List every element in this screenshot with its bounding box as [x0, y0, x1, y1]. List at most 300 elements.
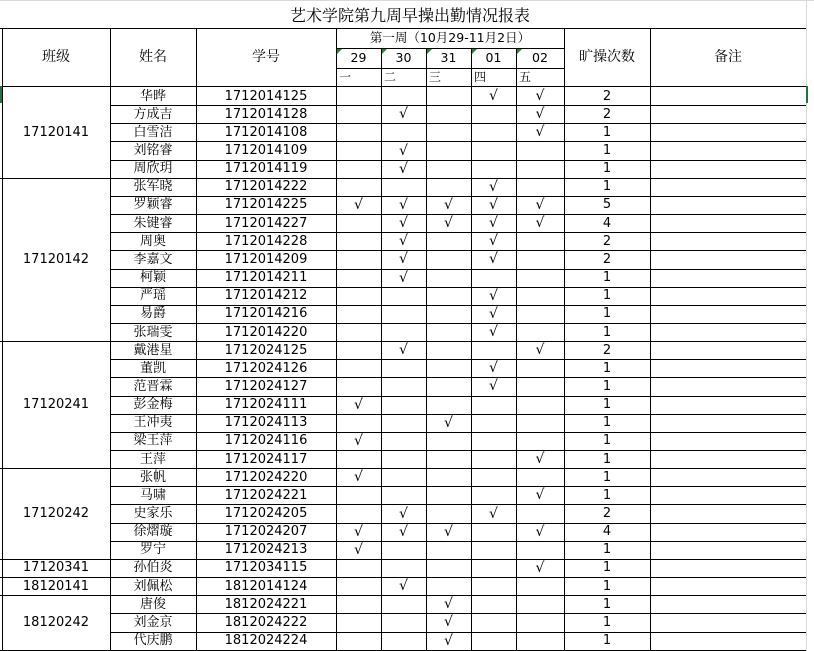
attendance-cell[interactable] [336, 577, 381, 595]
attendance-cell[interactable] [471, 123, 516, 141]
absence-count-cell[interactable]: 1 [602, 143, 612, 158]
check-mark[interactable]: √ [535, 215, 545, 232]
attendance-cell[interactable] [381, 123, 426, 141]
header-week[interactable]: 第一周（10月29-11月2日） [369, 29, 531, 45]
check-mark[interactable]: √ [535, 106, 545, 123]
check-mark[interactable]: √ [354, 469, 363, 486]
attendance-cell[interactable] [336, 504, 381, 522]
attendance-cell[interactable] [426, 87, 471, 105]
remarks-cell[interactable] [650, 287, 806, 305]
attendance-cell[interactable] [516, 377, 564, 395]
student-id-cell[interactable]: 1712024213 [224, 542, 308, 558]
header-weekday[interactable]: 五 [519, 70, 532, 84]
check-mark[interactable]: √ [399, 215, 408, 232]
attendance-cell[interactable] [426, 250, 471, 268]
header-name[interactable]: 姓名 [139, 49, 167, 65]
student-id-cell[interactable]: 1712024125 [224, 342, 308, 358]
student-name-cell[interactable]: 董凯 [139, 360, 166, 376]
attendance-cell[interactable] [516, 178, 564, 196]
student-name-cell[interactable]: 徐熠璇 [133, 524, 173, 540]
attendance-cell[interactable] [516, 141, 564, 159]
attendance-cell[interactable] [516, 287, 564, 305]
attendance-cell[interactable] [381, 559, 426, 577]
attendance-cell[interactable] [336, 486, 381, 504]
remarks-cell[interactable] [650, 305, 806, 323]
attendance-cell[interactable] [381, 305, 426, 323]
absence-count-cell[interactable]: 1 [602, 360, 612, 376]
student-id-cell[interactable]: 1712014119 [224, 161, 308, 177]
attendance-cell[interactable] [381, 287, 426, 305]
attendance-cell[interactable] [336, 323, 381, 341]
student-name-cell[interactable]: 易爵 [139, 306, 166, 322]
remarks-cell[interactable] [650, 504, 806, 522]
student-id-cell[interactable]: 1712014228 [224, 233, 308, 249]
absence-count-cell[interactable]: 1 [602, 288, 612, 304]
attendance-cell[interactable] [336, 105, 381, 123]
attendance-cell[interactable] [426, 141, 471, 159]
attendance-cell[interactable] [471, 450, 516, 468]
student-id-cell[interactable]: 1712014211 [224, 270, 308, 286]
attendance-cell[interactable] [336, 450, 381, 468]
student-id-cell[interactable]: 1812024221 [224, 596, 308, 612]
check-mark[interactable]: √ [399, 142, 408, 159]
student-name-cell[interactable]: 范晋霖 [133, 378, 173, 394]
attendance-cell[interactable] [336, 160, 381, 178]
student-id-cell[interactable]: 1712024127 [224, 378, 308, 394]
student-id-cell[interactable]: 1712024207 [224, 524, 308, 540]
attendance-cell[interactable] [471, 141, 516, 159]
sheet-title[interactable]: 艺术学院第九周早操出勤情况报表 [289, 6, 530, 25]
student-id-cell[interactable]: 1712014125 [224, 88, 308, 104]
attendance-cell[interactable] [336, 377, 381, 395]
check-mark[interactable]: √ [399, 523, 408, 540]
class-cell[interactable]: 17120242 [22, 506, 90, 522]
check-mark[interactable]: √ [489, 251, 498, 268]
attendance-cell[interactable] [426, 559, 471, 577]
check-mark[interactable]: √ [444, 414, 453, 431]
attendance-cell[interactable] [381, 632, 426, 650]
attendance-cell[interactable] [516, 396, 564, 414]
student-name-cell[interactable]: 华晔 [139, 88, 166, 104]
absence-count-cell[interactable]: 1 [602, 397, 612, 413]
check-mark[interactable]: √ [354, 523, 363, 540]
remarks-cell[interactable] [650, 377, 806, 395]
student-name-cell[interactable]: 柯颖 [139, 270, 166, 286]
attendance-cell[interactable] [336, 305, 381, 323]
check-mark[interactable]: √ [399, 233, 408, 250]
student-name-cell[interactable]: 刘铭睿 [133, 143, 173, 158]
student-id-cell[interactable]: 1712014222 [224, 179, 308, 195]
header-weekday[interactable]: 二 [384, 70, 397, 84]
student-name-cell[interactable]: 戴港星 [133, 342, 173, 358]
remarks-cell[interactable] [650, 323, 806, 341]
attendance-cell[interactable] [426, 450, 471, 468]
student-name-cell[interactable]: 彭金梅 [133, 397, 173, 413]
absence-count-cell[interactable]: 1 [602, 124, 612, 140]
remarks-cell[interactable] [650, 523, 806, 541]
attendance-cell[interactable] [426, 105, 471, 123]
attendance-cell[interactable] [336, 414, 381, 432]
remarks-cell[interactable] [650, 359, 806, 377]
student-name-cell[interactable]: 罗颖睿 [133, 197, 173, 213]
student-id-cell[interactable]: 1712014216 [224, 306, 308, 322]
attendance-cell[interactable] [471, 632, 516, 650]
attendance-cell[interactable] [516, 269, 564, 287]
student-name-cell[interactable]: 周欣玥 [133, 161, 173, 177]
attendance-cell[interactable] [471, 341, 516, 359]
remarks-cell[interactable] [650, 595, 806, 613]
student-id-cell[interactable]: 1812024224 [224, 633, 308, 649]
header-date-29[interactable]: 29 [350, 49, 367, 65]
student-id-cell[interactable]: 1812014124 [224, 578, 308, 594]
student-id-cell[interactable]: 1712024221 [224, 487, 308, 503]
remarks-cell[interactable] [650, 160, 806, 178]
attendance-cell[interactable] [471, 577, 516, 595]
check-mark[interactable]: √ [489, 233, 498, 250]
absence-count-cell[interactable]: 1 [602, 378, 612, 394]
attendance-cell[interactable] [381, 359, 426, 377]
attendance-cell[interactable] [381, 323, 426, 341]
header-weekday[interactable]: 一 [339, 70, 352, 84]
remarks-cell[interactable] [650, 468, 806, 486]
attendance-cell[interactable] [426, 269, 471, 287]
student-id-cell[interactable]: 1712014108 [224, 124, 308, 140]
remarks-cell[interactable] [650, 450, 806, 468]
attendance-cell[interactable] [426, 396, 471, 414]
student-id-cell[interactable]: 1712014225 [224, 197, 308, 213]
check-mark[interactable]: √ [399, 251, 408, 268]
attendance-cell[interactable] [471, 269, 516, 287]
check-mark[interactable]: √ [399, 269, 408, 286]
remarks-cell[interactable] [650, 432, 806, 450]
attendance-cell[interactable] [471, 559, 516, 577]
absence-count-cell[interactable]: 1 [602, 415, 612, 431]
absence-count-cell[interactable]: 1 [602, 324, 612, 340]
absence-count-cell[interactable]: 2 [602, 233, 612, 249]
check-mark[interactable]: √ [535, 342, 545, 359]
attendance-cell[interactable] [381, 541, 426, 559]
attendance-cell[interactable] [336, 559, 381, 577]
student-name-cell[interactable]: 李嘉文 [133, 251, 173, 267]
attendance-cell[interactable] [426, 160, 471, 178]
attendance-cell[interactable] [471, 595, 516, 613]
check-mark[interactable]: √ [399, 106, 408, 123]
class-cell[interactable]: 17120241 [22, 397, 90, 413]
attendance-cell[interactable] [381, 396, 426, 414]
check-mark[interactable]: √ [489, 305, 498, 322]
remarks-cell[interactable] [650, 123, 806, 141]
attendance-cell[interactable] [336, 141, 381, 159]
attendance-cell[interactable] [336, 287, 381, 305]
class-cell[interactable]: 18120141 [22, 578, 90, 594]
check-mark[interactable]: √ [535, 559, 545, 576]
student-name-cell[interactable]: 周奥 [139, 233, 166, 249]
check-mark[interactable]: √ [354, 541, 363, 558]
attendance-cell[interactable] [516, 632, 564, 650]
check-mark[interactable]: √ [535, 88, 545, 105]
student-name-cell[interactable]: 王冲夷 [133, 415, 173, 431]
student-name-cell[interactable]: 张军晓 [133, 179, 173, 195]
attendance-cell[interactable] [516, 359, 564, 377]
check-mark[interactable]: √ [535, 451, 545, 468]
attendance-cell[interactable] [426, 504, 471, 522]
student-id-cell[interactable]: 1712014128 [224, 106, 308, 122]
check-mark[interactable]: √ [354, 196, 363, 213]
attendance-cell[interactable] [336, 359, 381, 377]
attendance-cell[interactable] [426, 178, 471, 196]
absence-count-cell[interactable]: 1 [602, 614, 612, 630]
check-mark[interactable]: √ [444, 596, 453, 613]
attendance-cell[interactable] [426, 432, 471, 450]
absence-count-cell[interactable]: 1 [602, 560, 612, 576]
absence-count-cell[interactable]: 1 [602, 578, 612, 594]
attendance-cell[interactable] [336, 250, 381, 268]
header-remarks[interactable]: 备注 [714, 49, 742, 65]
absence-count-cell[interactable]: 1 [602, 469, 612, 485]
attendance-cell[interactable] [471, 396, 516, 414]
attendance-cell[interactable] [516, 504, 564, 522]
absence-count-cell[interactable]: 1 [602, 451, 612, 467]
remarks-cell[interactable] [650, 341, 806, 359]
class-cell[interactable]: 17120142 [22, 251, 90, 267]
remarks-cell[interactable] [650, 87, 806, 105]
student-name-cell[interactable]: 白雪洁 [133, 124, 173, 140]
remarks-cell[interactable] [650, 414, 806, 432]
student-id-cell[interactable]: 1812024222 [224, 614, 308, 630]
student-name-cell[interactable]: 严瑶 [139, 288, 166, 304]
attendance-cell[interactable] [336, 178, 381, 196]
attendance-cell[interactable] [336, 341, 381, 359]
student-id-cell[interactable]: 1712024220 [224, 469, 308, 485]
attendance-cell[interactable] [471, 105, 516, 123]
student-id-cell[interactable]: 1712024113 [224, 415, 308, 431]
check-mark[interactable]: √ [489, 287, 498, 304]
remarks-cell[interactable] [650, 613, 806, 631]
remarks-cell[interactable] [650, 541, 806, 559]
absence-count-cell[interactable]: 1 [602, 596, 612, 612]
attendance-cell[interactable] [426, 123, 471, 141]
header-date-31[interactable]: 31 [440, 49, 457, 65]
remarks-cell[interactable] [650, 577, 806, 595]
check-mark[interactable]: √ [535, 487, 545, 504]
header-date-30[interactable]: 30 [395, 49, 412, 65]
remarks-cell[interactable] [650, 178, 806, 196]
absence-count-cell[interactable]: 1 [602, 633, 612, 649]
attendance-cell[interactable] [381, 595, 426, 613]
header-date-02[interactable]: 02 [532, 49, 548, 65]
check-mark[interactable]: √ [444, 196, 453, 213]
student-id-cell[interactable]: 1712024205 [224, 506, 308, 521]
attendance-cell[interactable] [471, 541, 516, 559]
attendance-cell[interactable] [516, 541, 564, 559]
check-mark[interactable]: √ [399, 196, 408, 213]
student-id-cell[interactable]: 1712034115 [224, 560, 308, 576]
attendance-cell[interactable] [381, 450, 426, 468]
check-mark[interactable]: √ [489, 88, 498, 105]
student-name-cell[interactable]: 代庆鹏 [133, 633, 173, 649]
attendance-cell[interactable] [471, 523, 516, 541]
student-name-cell[interactable]: 方成吉 [133, 106, 173, 122]
remarks-cell[interactable] [650, 632, 806, 650]
attendance-cell[interactable] [381, 432, 426, 450]
check-mark[interactable]: √ [399, 342, 408, 359]
class-cell[interactable]: 18120242 [22, 614, 90, 630]
remarks-cell[interactable] [650, 396, 806, 414]
attendance-cell[interactable] [516, 323, 564, 341]
attendance-cell[interactable] [516, 468, 564, 486]
attendance-cell[interactable] [381, 468, 426, 486]
attendance-cell[interactable] [426, 577, 471, 595]
attendance-cell[interactable] [336, 214, 381, 232]
student-id-cell[interactable]: 1712024117 [224, 451, 308, 467]
student-name-cell[interactable]: 梁王萍 [133, 433, 173, 449]
attendance-cell[interactable] [426, 287, 471, 305]
attendance-cell[interactable] [471, 432, 516, 450]
header-absence-count[interactable]: 旷操次数 [579, 49, 635, 65]
attendance-cell[interactable] [381, 178, 426, 196]
absence-count-cell[interactable]: 4 [602, 215, 612, 231]
student-id-cell[interactable]: 1712024116 [224, 433, 308, 449]
check-mark[interactable]: √ [489, 215, 498, 232]
attendance-cell[interactable] [381, 613, 426, 631]
student-name-cell[interactable]: 张帆 [139, 469, 166, 485]
attendance-cell[interactable] [471, 468, 516, 486]
student-name-cell[interactable]: 马啸 [139, 487, 166, 503]
absence-count-cell[interactable]: 1 [602, 179, 612, 195]
check-mark[interactable]: √ [489, 324, 498, 340]
header-student-id[interactable]: 学号 [252, 49, 280, 65]
remarks-cell[interactable] [650, 559, 806, 577]
check-mark[interactable]: √ [399, 160, 408, 177]
student-id-cell[interactable]: 1712014109 [224, 143, 308, 158]
remarks-cell[interactable] [650, 232, 806, 250]
check-mark[interactable]: √ [444, 523, 453, 540]
attendance-cell[interactable] [336, 595, 381, 613]
attendance-cell[interactable] [381, 377, 426, 395]
attendance-cell[interactable] [471, 414, 516, 432]
check-mark[interactable]: √ [535, 196, 545, 213]
check-mark[interactable]: √ [489, 178, 498, 195]
student-id-cell[interactable]: 1712014220 [224, 324, 308, 340]
remarks-cell[interactable] [650, 269, 806, 287]
student-name-cell[interactable]: 孙伯炎 [133, 560, 173, 576]
attendance-cell[interactable] [471, 486, 516, 504]
remarks-cell[interactable] [650, 105, 806, 123]
check-mark[interactable]: √ [535, 523, 545, 540]
check-mark[interactable]: √ [354, 396, 363, 413]
attendance-cell[interactable] [516, 305, 564, 323]
absence-count-cell[interactable]: 4 [602, 524, 612, 540]
attendance-cell[interactable] [516, 595, 564, 613]
header-weekday[interactable]: 四 [474, 70, 487, 84]
student-name-cell[interactable]: 王萍 [139, 451, 166, 467]
class-cell[interactable]: 17120141 [22, 124, 90, 140]
attendance-cell[interactable] [336, 632, 381, 650]
student-id-cell[interactable]: 1712014227 [224, 215, 308, 231]
absence-count-cell[interactable]: 1 [602, 270, 612, 286]
attendance-cell[interactable] [381, 87, 426, 105]
attendance-cell[interactable] [516, 577, 564, 595]
student-name-cell[interactable]: 罗宁 [139, 542, 166, 558]
check-mark[interactable]: √ [354, 432, 363, 449]
remarks-cell[interactable] [650, 250, 806, 268]
attendance-cell[interactable] [471, 613, 516, 631]
absence-count-cell[interactable]: 2 [602, 251, 612, 267]
check-mark[interactable]: √ [399, 578, 408, 595]
attendance-cell[interactable] [426, 323, 471, 341]
attendance-cell[interactable] [516, 160, 564, 178]
attendance-cell[interactable] [336, 87, 381, 105]
student-name-cell[interactable]: 张瑞雯 [133, 324, 173, 340]
attendance-cell[interactable] [516, 432, 564, 450]
absence-count-cell[interactable]: 1 [602, 433, 612, 449]
remarks-cell[interactable] [650, 141, 806, 159]
absence-count-cell[interactable]: 2 [602, 88, 612, 104]
attendance-cell[interactable] [516, 613, 564, 631]
student-name-cell[interactable]: 唐俊 [139, 596, 166, 612]
check-mark[interactable]: √ [489, 196, 498, 213]
attendance-cell[interactable] [426, 341, 471, 359]
attendance-cell[interactable] [471, 160, 516, 178]
absence-count-cell[interactable]: 1 [602, 161, 612, 177]
absence-count-cell[interactable]: 1 [602, 306, 612, 322]
absence-count-cell[interactable]: 5 [602, 197, 612, 213]
absence-count-cell[interactable]: 1 [602, 542, 612, 558]
student-id-cell[interactable]: 1712014209 [224, 251, 308, 267]
attendance-cell[interactable] [426, 232, 471, 250]
absence-count-cell[interactable]: 2 [602, 342, 612, 358]
absence-count-cell[interactable]: 2 [602, 106, 612, 122]
check-mark[interactable]: √ [444, 614, 453, 631]
attendance-cell[interactable] [426, 468, 471, 486]
remarks-cell[interactable] [650, 214, 806, 232]
class-cell[interactable]: 17120341 [22, 560, 90, 576]
absence-count-cell[interactable]: 1 [602, 487, 612, 503]
attendance-cell[interactable] [426, 377, 471, 395]
attendance-cell[interactable] [516, 250, 564, 268]
attendance-cell[interactable] [336, 232, 381, 250]
attendance-cell[interactable] [516, 414, 564, 432]
student-name-cell[interactable]: 刘金京 [133, 614, 173, 630]
check-mark[interactable]: √ [489, 360, 498, 377]
student-id-cell[interactable]: 1712024126 [224, 360, 308, 376]
attendance-cell[interactable] [381, 486, 426, 504]
check-mark[interactable]: √ [489, 505, 498, 522]
remarks-cell[interactable] [650, 196, 806, 214]
check-mark[interactable]: √ [535, 124, 545, 141]
attendance-cell[interactable] [336, 123, 381, 141]
attendance-cell[interactable] [426, 486, 471, 504]
remarks-cell[interactable] [650, 486, 806, 504]
attendance-cell[interactable] [426, 541, 471, 559]
attendance-cell[interactable] [381, 414, 426, 432]
student-id-cell[interactable]: 1712024111 [224, 397, 308, 413]
header-weekday[interactable]: 三 [429, 70, 442, 84]
header-date-01[interactable]: 01 [485, 49, 502, 65]
check-mark[interactable]: √ [489, 378, 498, 395]
check-mark[interactable]: √ [444, 632, 453, 649]
student-name-cell[interactable]: 朱键睿 [133, 215, 173, 231]
absence-count-cell[interactable]: 2 [602, 506, 612, 521]
attendance-cell[interactable] [426, 359, 471, 377]
attendance-cell[interactable] [426, 305, 471, 323]
student-id-cell[interactable]: 1712014212 [224, 288, 308, 304]
student-name-cell[interactable]: 刘佩松 [133, 578, 173, 594]
header-class[interactable]: 班级 [42, 49, 70, 65]
attendance-cell[interactable] [516, 232, 564, 250]
attendance-cell[interactable] [336, 613, 381, 631]
student-name-cell[interactable]: 史家乐 [133, 506, 173, 521]
